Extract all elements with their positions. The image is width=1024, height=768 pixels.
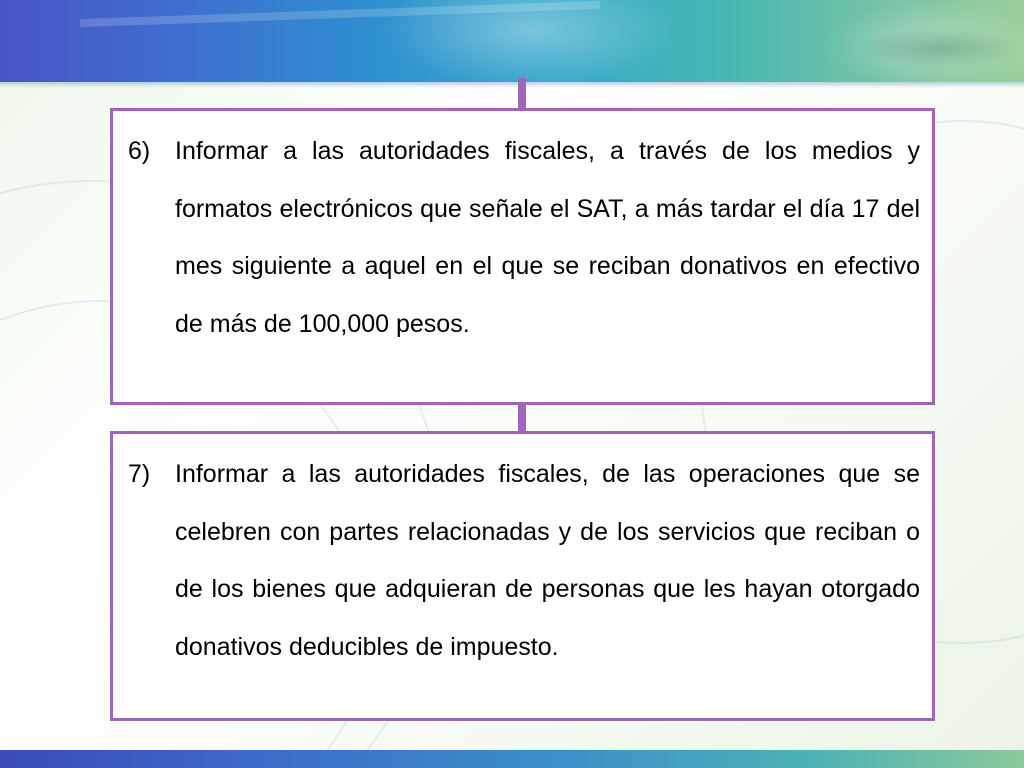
item-text: Informar a las autoridades fiscales, a través de los medios y formatos electrónicos que señale el SAT, a más tardar el día 17 del mes siguiente a aquel en el que se reciban donativos en efectivo de más de 100,000 pesos. [175,137,920,338]
banner-shadow [0,82,1024,88]
leaf-decoration [860,28,1020,68]
connector-middle [518,404,526,432]
list-item [128,123,920,353]
footer-bar [0,750,1024,768]
item-card-7 [110,431,935,721]
item-number: 6) [128,137,151,165]
header-banner [0,0,1024,82]
item-card-6 [110,108,935,405]
connector-top [518,78,526,109]
item-number: 7) [128,460,151,488]
list-item [128,446,920,676]
item-text: Informar a las autoridades fiscales, de las operaciones que se celebren con partes relacionadas y de los servicios que reciban o de los bienes que adquieran de personas que les hayan otorgado donativos deducibles de impuesto. [175,460,920,661]
